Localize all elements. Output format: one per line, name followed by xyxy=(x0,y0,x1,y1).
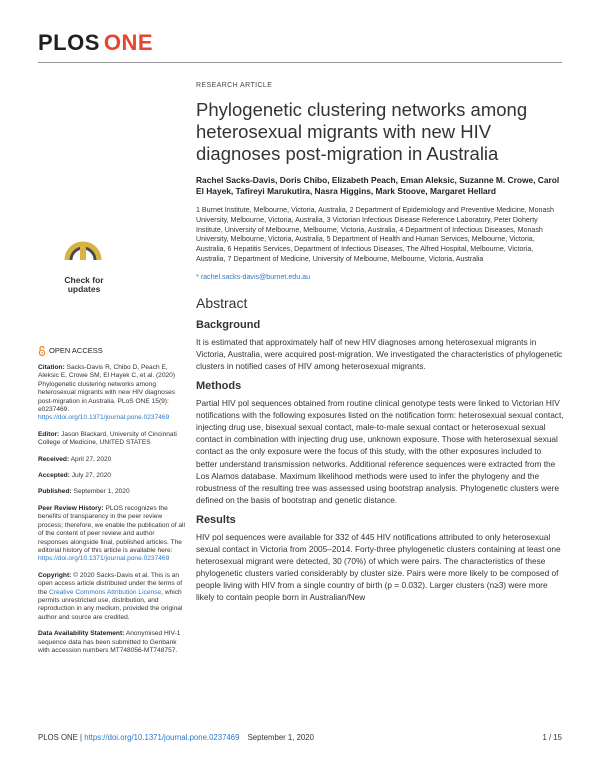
data-availability-text: Anonymised HIV-1 sequence data has been submitted to Genbank with accession numbers MT748056-MT748757. xyxy=(38,630,181,654)
citation-block xyxy=(38,364,186,423)
open-access-text: OPEN ACCESS xyxy=(49,345,103,355)
copyright-text-end: , which permits unrestricted use, distribution, and reproduction in any medium, provided the original author and source are credited. xyxy=(38,588,183,621)
methods-paragraph: Partial HIV pol sequences obtained from routine clinical genotype tests were linked to Victorian HIV notifications with the following exposures listed on the notification form: heterosexual sexual contact, injecting drug use, bisexual sexual contact, male-to-male sexual contact or heterosexual sexual contact in combination with injecting drug use, unknown exposure. Those with heterosexual sexual contact as the only exposure were the focus of this study, with the other exposures included to better understand transmission networks. Additional reference sequences were extracted from the Los Alamos database. Maximum likelihood methods were used to infer the phylogeny and the robustness of the resulting tree was assessed using bootstrap analysis. Phylogenetic clusters were defined on the basis of bootstrap and genetic distance. xyxy=(196,398,564,505)
badge-label xyxy=(61,276,107,294)
open-access-label xyxy=(38,346,186,356)
footer-page-number: 1 / 15 xyxy=(542,733,562,742)
check-updates-icon xyxy=(61,236,105,268)
footer-left xyxy=(38,733,314,742)
results-paragraph: HIV pol sequences were available for 332 of 445 HIV notifications attributed to only heterosexual sexual contact in Victoria from 2005–2014. Forty-three phylogenetic clusters containing at least one heterosexual migrant were detected, 30 (70%) of which were pairs. The characteristics of these phylogenetic clusters varied considerably by cluster size. Pairs were more likely to be composed of people living with HIV from a single country of birth (p = 0.032). Larger clusters (n≥3) were more likely to contain people born in Australian/New xyxy=(196,531,561,603)
footer-doi-link[interactable]: https://doi.org/10.1371/journal.pone.0237469 xyxy=(84,733,240,742)
badge-line-2: updates xyxy=(67,284,101,294)
citation-doi-link[interactable]: https://doi.org/10.1371/journal.pone.0237469 xyxy=(38,414,170,422)
received-label: Received: xyxy=(38,455,70,463)
sidebar xyxy=(38,346,186,663)
abstract-heading: Abstract xyxy=(196,294,248,311)
main-column xyxy=(196,82,564,603)
results-heading: Results xyxy=(196,513,236,526)
logo-plos: PLOS xyxy=(38,30,100,55)
author-list: Rachel Sacks-Davis, Doris Chibo, Elizabeth Peach, Eman Aleksic, Suzanne M. Crowe, Carol El Hayek, Tafireyi Marukutira, Nasra Higgins, Mark Stoove, Margaret Hellard xyxy=(196,175,560,196)
published-label: Published: xyxy=(38,488,72,496)
editor-block xyxy=(38,431,186,448)
header-rule xyxy=(38,62,562,63)
data-availability-label: Data Availability Statement: xyxy=(38,630,125,638)
published-block xyxy=(38,488,186,496)
footer-journal: PLOS ONE xyxy=(38,733,78,742)
copyright-text: © 2020 Sacks-Davis et al. This is an open access article distributed under the terms of the xyxy=(38,571,183,596)
peer-review-label: Peer Review History: xyxy=(38,504,104,512)
journal-logo xyxy=(38,30,153,56)
editor-label: Editor: xyxy=(38,430,60,438)
background-paragraph: It is estimated that approximately half of new HIV diagnoses among heterosexual migrants in Victoria, Australia, were acquired post-migration. We investigated the characteristics of phylogenetic clusters in notified cases of HIV among heterosexual migrants. xyxy=(196,336,563,371)
citation-label: Citation: xyxy=(38,364,65,371)
affiliations: 1 Burnet Institute, Melbourne, Victoria, Australia, 2 Department of Epidemiology and Preventive Medicine, Monash University, Melbourne, Victoria, Australia, 3 Victorian Infectious Disease Reference Laboratory, Peter Doherty Institute, University of Melbourne, Melbourne, Victoria, Australia, 4 Department of Infectious Diseases, Monash University, Melbourne, Victoria, Australia, 5 Department of Health and Human Services, Melbourne, Victoria, Australia, 6 Hepatitis Services, Department of Infectious Diseases, The Alfred Hospital, Melbourne, Victoria, Australia, 7 Department of Medicine, University of Melbourne, Melbourne, Victoria, Australia xyxy=(196,206,554,263)
accepted-label: Accepted: xyxy=(38,472,70,480)
editor-text: Jason Blackard, University of Cincinnati College of Medicine, UNITED STATES xyxy=(38,430,177,447)
open-lock-icon xyxy=(38,346,46,356)
background-heading: Background xyxy=(196,318,261,331)
article-title: Phylogenetic clustering networks among heterosexual migrants with new HIV diagnoses post-migration in Australia xyxy=(196,99,528,164)
logo-one: ONE xyxy=(103,30,154,55)
footer-separator: | xyxy=(77,733,85,742)
data-availability-block xyxy=(38,630,186,655)
peer-review-text: PLOS recognizes the benefits of transparency in the peer review process; therefore, we enable the publication of all of the content of peer review and author responses alongside final, published articles. The editorial history of this article is available here: xyxy=(38,504,185,554)
article-type: RESEARCH ARTICLE xyxy=(196,82,273,89)
peer-review-link[interactable]: https://doi.org/10.1371/journal.pone.0237469 xyxy=(38,555,170,563)
corresponding-email[interactable]: * rachel.sacks-davis@burnet.edu.au xyxy=(196,272,311,281)
methods-heading: Methods xyxy=(196,380,242,393)
footer-date: September 1, 2020 xyxy=(247,733,314,742)
citation-text: Sacks-Davis R, Chibo D, Peach E, Aleksic E, Crowe SM, El Hayek C, et al. (2020) Phylogenetic clustering networks among heterosexual migrants with new HIV diagnoses post-migration in Australia. PLoS ONE 15(9): e0237469. xyxy=(38,364,176,414)
page-footer xyxy=(38,733,562,742)
badge-line-1: Check for xyxy=(64,275,104,285)
received-date: April 27, 2020 xyxy=(70,455,112,463)
peer-review-block xyxy=(38,505,186,564)
copyright-label: Copyright: xyxy=(38,571,72,579)
accepted-block xyxy=(38,472,186,480)
published-date: September 1, 2020 xyxy=(73,488,130,496)
license-link[interactable]: Creative Commons Attribution License xyxy=(49,588,162,596)
received-block xyxy=(38,456,186,464)
check-updates-badge[interactable] xyxy=(61,236,107,294)
accepted-date: July 27, 2020 xyxy=(71,472,111,480)
copyright-block xyxy=(38,572,186,622)
